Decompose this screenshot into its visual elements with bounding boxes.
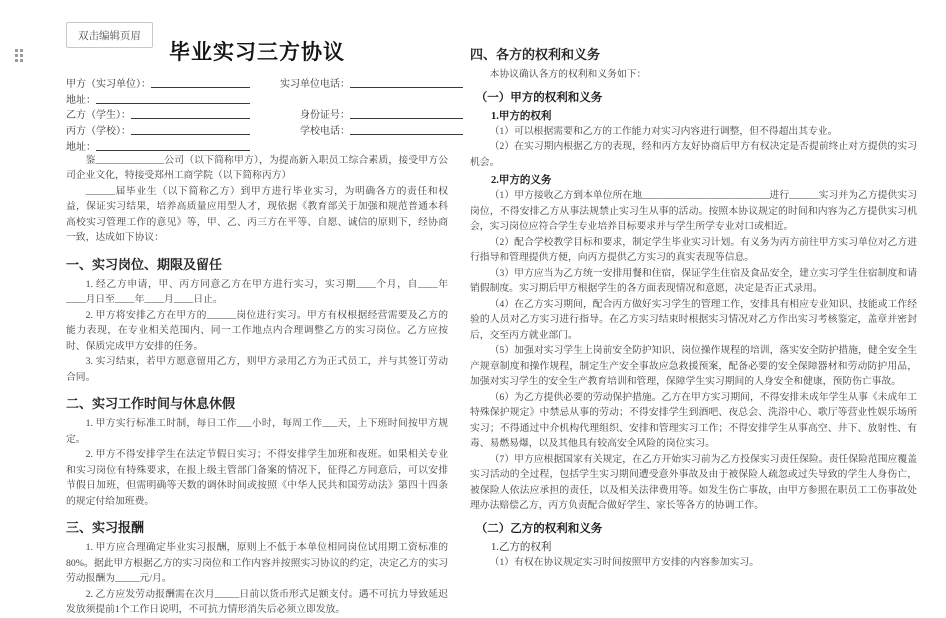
- section1-item[interactable]: 2. 甲方将安排乙方在甲方的______岗位进行实习。甲方有权根据经营需要及乙方的能力表现，在专业相关范围内、同一工作地点内合理调整乙方的实习岗位。乙方应按时、保质完成甲方安排的任务。: [66, 309, 448, 352]
- section2-item[interactable]: 1. 甲方实行标准工时制，每日工作___小时，每周工作___天，上下班时间按甲方规定。: [66, 418, 448, 445]
- blank-line-party-a[interactable]: [151, 75, 250, 88]
- section1-item[interactable]: 3. 实习结束，若甲方愿意留用乙方，则甲方录用乙方为正式员工，并与其签订劳动合同。: [66, 356, 448, 383]
- form-row: [66, 106, 463, 122]
- party-a-duty-item[interactable]: （4）在乙方实习期间，配合丙方做好实习学生的管理工作，安排具有相应专业知识、技能或工作经验的人员对乙方实习进行指导。在乙方实习结束时根据实习情况对乙方作出实习考核鉴定，盖章并密封后，交至丙方就业部门。: [470, 298, 917, 341]
- field-label-party-c: 丙方（学校）：: [66, 126, 131, 138]
- field-label-party-a: 甲方（实习单位）：: [66, 78, 151, 90]
- party-a-right-item[interactable]: （2）在实习期内根据乙方的表现，经和丙方友好协商后甲方有权决定是否提前终止对方提供的实习机会。: [470, 141, 917, 168]
- section-heading-3[interactable]: 三、实习报酬: [66, 520, 145, 536]
- clause-heading-party-a-rights[interactable]: 1.甲方的权利: [491, 110, 552, 122]
- clause-heading-party-b-rights[interactable]: 1.乙方的权利: [491, 541, 552, 553]
- section-heading-1[interactable]: 一、实习岗位、期限及留任: [66, 256, 223, 272]
- field-label-party-b: 乙方（学生）：: [66, 110, 131, 122]
- field-label-address-a: 地址：: [66, 94, 96, 106]
- party-a-duty-item[interactable]: （6）为乙方提供必要的劳动保护措施。乙方在甲方实习期间，不得安排未成年学生从事《未成年工特殊保护规定》中禁忌从事的劳动；不得安排学生到酒吧、夜总会、洗浴中心、歌厅等营业性娱乐场所实习；不得通过中介机构代理组织、安排和管理实习工作；不得安排学生从事高空、井下、放射性、有毒、易燃易爆，以及其他具有较高安全风险的岗位实习。: [470, 391, 917, 449]
- party-a-duty-item[interactable]: （5）加强对实习学生上岗前安全防护知识、岗位操作规程的培训，落实安全防护措施，健全安全生产规章制度和操作规程，制定生产安全事故应急救援预案，配备必要的安全保障器材和劳动防护用品，加强对实习学生的安全生产教育培训和管理，保障学生实习期间的人身安全和健康，预防伤亡事故。: [470, 345, 917, 387]
- field-label-address-c: 地址：: [66, 141, 96, 153]
- intro-paragraph[interactable]: ______届毕业生（以下简称乙方）到甲方进行毕业实习，为明确各方的责任和权益，保证实习结果，培养高质量应用型人才，现依据《教育部关于加强和规范普通本科高校实习管理工作的意见》等，甲、乙、丙三方在平等、自愿、诚信的原则下，经协商一致，达成如下协议：: [66, 185, 448, 244]
- party-a-duty-item[interactable]: （7）甲方应根据国家有关规定，在乙方开始实习前为乙方投保实习责任保险。责任保险范围应覆盖实习活动的全过程，包括学生实习期间遭受意外事故及由于被保险人疏忽或过失导致的学生人身伤亡，被保险人依法应承担的责任，以及相关法律费用等。如发生伤亡事故，由甲方参照在职员工工伤事故处理办法赔偿乙方，丙方负责配合做好学生、家长等各方的协调工作。: [470, 453, 917, 511]
- blank-line-party-c[interactable]: [131, 122, 250, 135]
- subsection-heading-party-b[interactable]: （二）乙方的权利和义务: [475, 522, 603, 535]
- blank-line-address-c[interactable]: [96, 138, 250, 151]
- party-a-right-item[interactable]: （1）可以根据需要和乙方的工作能力对实习内容进行调整，但不得超出其专业。: [489, 125, 838, 137]
- blank-line-company-phone[interactable]: [350, 75, 463, 88]
- blank-line-school-phone[interactable]: [350, 122, 463, 135]
- section-heading-2[interactable]: 二、实习工作时间与休息休假: [66, 396, 236, 412]
- drag-handle-icon[interactable]: [15, 49, 23, 62]
- field-label-school-phone: 学校电话：: [300, 126, 350, 138]
- form-row: [66, 121, 463, 137]
- section-heading-4[interactable]: 四、各方的权利和义务: [470, 47, 601, 62]
- document-column-left: [66, 36, 448, 618]
- subsection-heading-party-a[interactable]: （一）甲方的权利和义务: [475, 91, 603, 104]
- section1-item[interactable]: 1. 经乙方申请，甲、丙方同意乙方在甲方进行实习，实习期____个月，自____年____月日至____年____月____日止。: [66, 278, 448, 306]
- field-label-id-number: 身份证号：: [300, 110, 350, 122]
- section2-item[interactable]: 2. 甲方不得安排学生在法定节假日实习；不得安排学生加班和夜班。如果相关专业和实习岗位有特殊要求，在报上级主管部门备案的情况下，征得乙方同意后，可以安排节假日加班，但需明确等天数的调休时间或按照《中华人民共和国劳动法》第四十四条的规定付给加班费。: [66, 449, 448, 507]
- form-row: [66, 90, 463, 106]
- document-title[interactable]: 毕业实习三方协议: [169, 40, 345, 64]
- blank-line-address-a[interactable]: [96, 91, 250, 104]
- party-a-duty-item[interactable]: （2）配合学校教学目标和要求，制定学生毕业实习计划。有义务为丙方前往甲方实习单位对乙方进行指导和管理提供方便，向丙方提供乙方实习的真实表现等信息。: [470, 236, 917, 263]
- blank-line-party-b[interactable]: [131, 106, 250, 119]
- party-a-duty-item[interactable]: （3）甲方应当为乙方统一安排用餐和住宿，保证学生住宿及食品安全，建立实习学生住宿制度和请销假制度。实习期后甲方根据学生的各方面表现情况和意愿，决定是否正式录用。: [470, 267, 917, 294]
- party-b-right-item[interactable]: （1）有权在协议规定实习时间按照甲方安排的内容参加实习。: [489, 556, 760, 568]
- field-label-company-phone: 实习单位电话：: [280, 78, 350, 90]
- section4-intro[interactable]: 本协议确认各方的权利和义务如下：: [489, 69, 647, 80]
- party-a-duty-item[interactable]: （1）甲方接收乙方到本单位所在地__________________________进行______实习并为乙方提供实习岗位，不得安排乙方从事法规禁止实习生从事的活动。按照本协议规定的时间和内容为乙方提供实习机会，实习岗位应符合学生专业培养目标要求并与学生所学专业对口或相近。: [470, 190, 917, 232]
- section3-item[interactable]: 1. 甲方应合理确定毕业实习报酬，原则上不低于本单位相同岗位试用期工资标准的80%。据此甲方根据乙方的实习岗位和工作内容并按照实习协议的约定，决定乙方的实习劳动报酬为_____元/月。: [66, 542, 448, 585]
- intro-paragraph[interactable]: 鉴______________公司（以下简称甲方），为提高新入职员工综合素质，接受甲方公司企业文化，特接受郑州工商学院（以下简称丙方）: [66, 154, 448, 182]
- parties-form: [66, 74, 463, 153]
- document-column-right: [470, 44, 917, 570]
- blank-line-id-number[interactable]: [350, 106, 463, 119]
- edit-header-button[interactable]: 双击编辑页眉: [66, 22, 153, 48]
- form-row: [66, 74, 463, 90]
- section3-item[interactable]: 2. 乙方应发劳动报酬需在次月_____日前以货币形式足额支付。遇不可抗力导致延迟发放须提前1个工作日说明，不可抗力情形消失后必须立即发放。: [66, 588, 448, 616]
- form-row: [66, 137, 463, 153]
- clause-heading-party-a-duties[interactable]: 2.甲方的义务: [491, 175, 552, 186]
